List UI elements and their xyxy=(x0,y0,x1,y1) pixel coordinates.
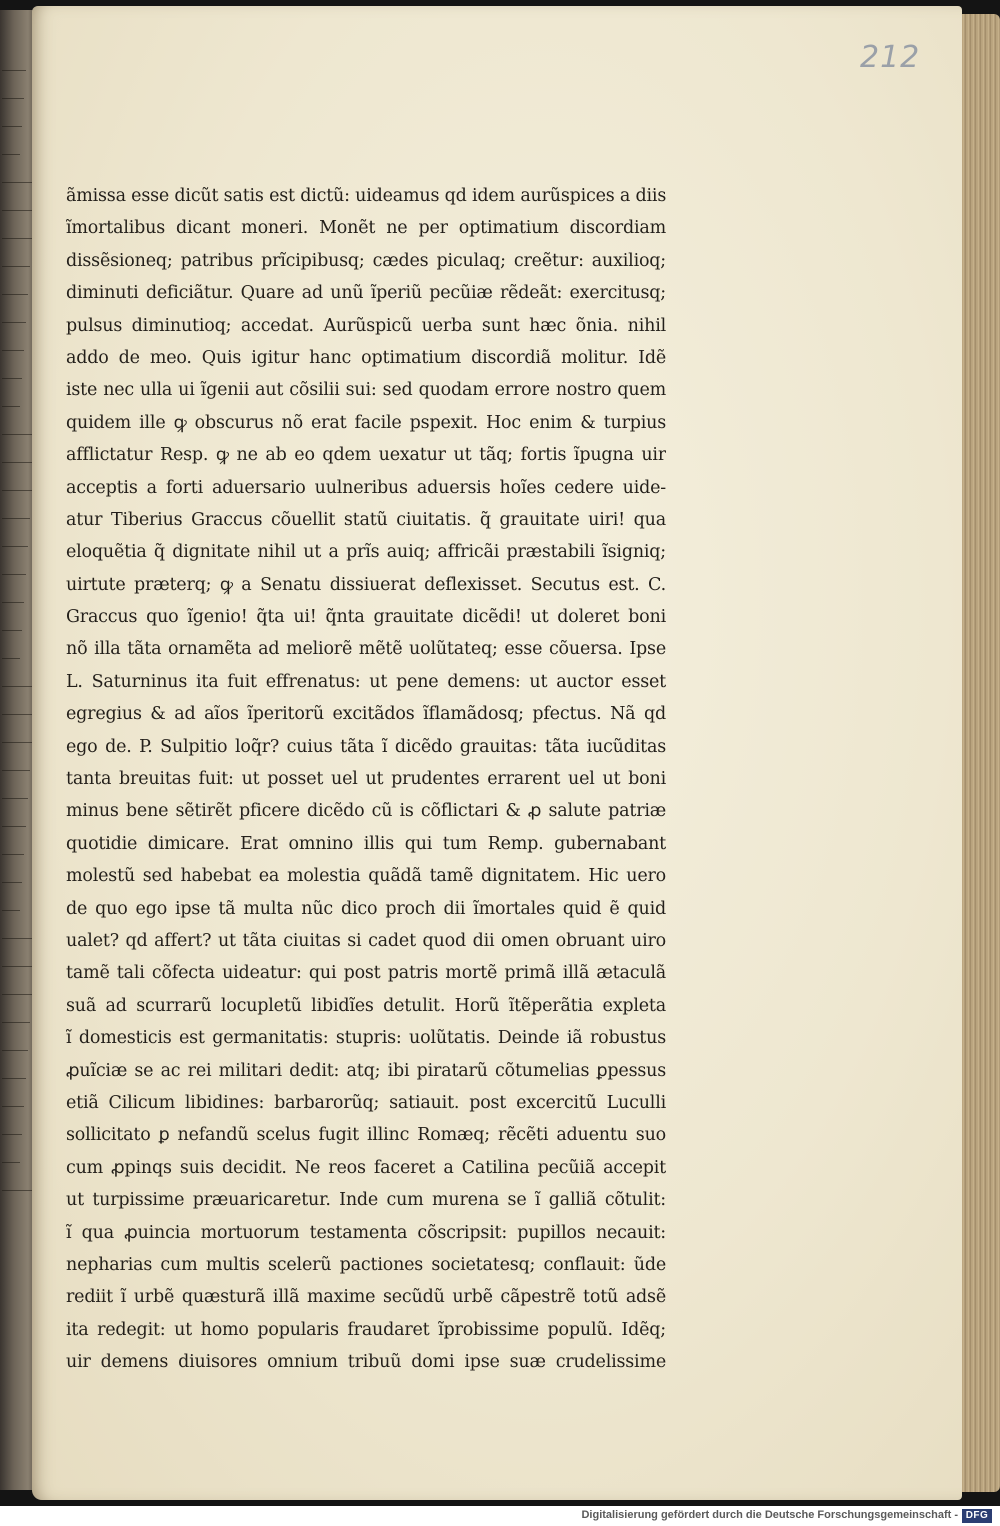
text-line: ĩ qua ꝓuincia mortuorum testamenta cõscripsit: pupillos necauit: xyxy=(66,1222,666,1243)
text-line: ꝓuĩciæ se ac rei militari dedit: atq; ibi piratarũ cõtumelias ꝑpessus xyxy=(66,1060,666,1081)
ghost-text-mark xyxy=(2,630,22,631)
text-line: egregius & ad aĩos ĩperitorũ excitãdos ĩflamãdosq; pfectus. Nã qd xyxy=(66,704,666,725)
ghost-text-mark xyxy=(2,434,36,435)
text-line: pulsus diminutioq; accedat. Aurũspicũ uerba sunt hæc õnia. nihil xyxy=(66,315,666,336)
ghost-text-mark xyxy=(2,770,30,771)
ghost-text-mark xyxy=(2,518,30,519)
ghost-text-mark xyxy=(2,966,34,967)
text-line: dissẽsioneq; patribus prĩcipibusq; cædes piculaq; creẽtur: auxilioq; xyxy=(66,250,666,271)
funding-credit: Digitalisierung gefördert durch die Deutsche Forschungsgemeinschaft - xyxy=(581,1509,958,1521)
ghost-text-mark xyxy=(2,798,28,799)
ghost-text-mark xyxy=(2,210,34,211)
text-line: rediit ĩ urbẽ quæsturã illã maxime secũdũ urbẽ cãpestrẽ totũ adsẽ xyxy=(66,1287,666,1308)
text-line: ĩ domesticis est germanitatis: stupris: uolũtatis. Deinde iã robustus xyxy=(66,1028,666,1049)
text-line: sollicitato ꝑ nefandũ scelus fugit illinc Romæq; rẽcẽti aduentu suo xyxy=(66,1125,666,1146)
text-line: uir demens diuisores omnium tribuũ domi ipse suæ crudelissime xyxy=(66,1352,666,1373)
ghost-text-mark xyxy=(2,266,30,267)
ghost-text-mark xyxy=(2,294,28,295)
ghost-text-mark xyxy=(2,1162,20,1163)
ghost-text-mark xyxy=(2,602,24,603)
text-line: ãmissa esse dicũt satis est dictũ: uideamus qd idem aurũspices a diis xyxy=(66,186,666,206)
ghost-text-mark xyxy=(2,70,26,71)
ghost-text-mark xyxy=(2,826,26,827)
page-block-edges xyxy=(962,14,1000,1492)
ghost-text-mark xyxy=(2,462,34,463)
ghost-text-mark xyxy=(2,574,26,575)
ghost-text-mark xyxy=(2,910,20,911)
text-line: etiã Cilicum libidines: barbarorũq; satiauit. post excercitũ Luculli xyxy=(66,1092,666,1113)
ghost-text-mark xyxy=(2,1106,24,1107)
text-line: iste nec ulla ui ĩgenii aut cõsilii sui: sed quodam errore nostro quem xyxy=(66,380,666,401)
text-line: eloquẽtia q̃ dignitate nihil ut a prĩs auiq; affricãi præstabili ĩsigniq; xyxy=(66,542,666,563)
text-line: suã ad scurrarũ locupletũ libidĩes detulit. Horũ ĩtẽperãtia expleta xyxy=(66,995,666,1016)
ghost-text-mark xyxy=(2,406,20,407)
ghost-text-mark xyxy=(2,742,32,743)
ghost-text-mark xyxy=(2,854,24,855)
text-line: quidem ille ꝙ obscurus nõ erat facile pspexit. Hoc enim & turpius xyxy=(66,412,666,433)
text-line: de quo ego ipse tã multa nũc dico proch dii ĩmortales quid ẽ quid xyxy=(66,898,666,919)
ghost-text-mark xyxy=(2,714,34,715)
text-line: afflictatur Resp. ꝙ ne ab eo qdem uexatur ut tãq; fortis ĩpugna uir xyxy=(66,445,666,466)
text-line: addo de meo. Quis igitur hanc optimatium discordiã molitur. Idẽ xyxy=(66,347,666,368)
text-line: nõ illa tãta ornamẽta ad meliorẽ mẽtẽ uolũtateq; esse cõuersa. Ipse xyxy=(66,639,666,660)
ghost-text-mark xyxy=(2,658,20,659)
text-line: nepharias cum multis scelerũ pactiones societatesq; conflauit: ũde xyxy=(66,1254,666,1275)
text-line: L. Saturninus ita fuit effrenatus: ut pene demens: ut auctor esset xyxy=(66,671,666,692)
ghost-text-mark xyxy=(2,882,22,883)
text-line: atur Tiberius Graccus cõuellit statũ ciuitatis. q̃ grauitate uiri! qua xyxy=(66,509,666,530)
text-line: molestũ sed habebat ea molestia quãdã tamẽ dignitatem. Hic uero xyxy=(66,866,666,887)
ghost-text-mark xyxy=(2,126,22,127)
ghost-text-mark xyxy=(2,490,32,491)
main-text-column xyxy=(66,180,666,1378)
ghost-text-mark xyxy=(2,546,28,547)
folio-number: 212 xyxy=(860,40,921,75)
ghost-text-mark xyxy=(2,994,32,995)
text-line: ualet? qd affert? ut tãta ciuitas si cadet quod dii omen obruant uiro xyxy=(66,930,666,951)
ghost-text-mark xyxy=(2,350,24,351)
ghost-text-mark xyxy=(2,1022,30,1023)
ghost-text-mark xyxy=(2,322,26,323)
text-line: ĩmortalibus dicant moneri. Monẽt ne per optimatium discordiam xyxy=(66,218,666,239)
text-line: tamẽ tali cõfecta uideatur: qui post patris mortẽ primã illã ætaculã xyxy=(66,963,666,984)
ghost-text-mark xyxy=(2,378,22,379)
text-line: quotidie dimicare. Erat omnino illis qui tum Remp. gubernabant xyxy=(66,833,666,854)
ghost-text-mark xyxy=(2,154,20,155)
ghost-text-mark xyxy=(2,238,32,239)
text-line: cum ꝓpinqs suis decidit. Ne reos faceret a Catilina pecũiã accepit xyxy=(66,1157,666,1178)
text-line: uirtute præterq; ꝙ a Senatu dissiuerat deflexisset. Secutus est. C. xyxy=(66,574,666,595)
ghost-text-mark xyxy=(2,1050,28,1051)
text-line: ita redegit: ut homo popularis fraudaret ĩprobissime populũ. Idẽq; xyxy=(66,1319,666,1340)
ghost-text-mark xyxy=(2,938,36,939)
text-line: diminuti deficiãtur. Quare ad unũ ĩperiũ pecũiæ rẽdeãt: exercitusq; xyxy=(66,283,666,304)
dfg-logo: DFG xyxy=(962,1509,992,1523)
ghost-text-mark xyxy=(2,686,36,687)
text-line: acceptis a forti aduersario uulneribus aduersis hoĩes cedere uide- xyxy=(66,477,666,498)
text-line: ut turpissime præuaricaretur. Inde cum murena se ĩ galliã cõtulit: xyxy=(66,1190,666,1211)
text-line: tanta breuitas fuit: ut posset uel ut prudentes errarent uel ut boni xyxy=(66,769,666,790)
text-line: ego de. P. Sulpitio loq̃r? cuius tãta ĩ dicẽdo grauitas: tãta iucũditas xyxy=(66,736,666,757)
ghost-text-mark xyxy=(2,1190,36,1191)
text-line: minus bene sẽtirẽt pficere dicẽdo cũ is cõflictari & ꝓ salute patriæ xyxy=(66,801,666,822)
text-line: Graccus quo ĩgenio! q̃ta ui! q̃nta grauitate dicẽdi! ut doleret boni xyxy=(66,607,666,628)
ghost-text-mark xyxy=(2,182,36,183)
ghost-text-mark xyxy=(2,1134,22,1135)
ghost-text-mark xyxy=(2,98,24,99)
ghost-text-mark xyxy=(2,1078,26,1079)
